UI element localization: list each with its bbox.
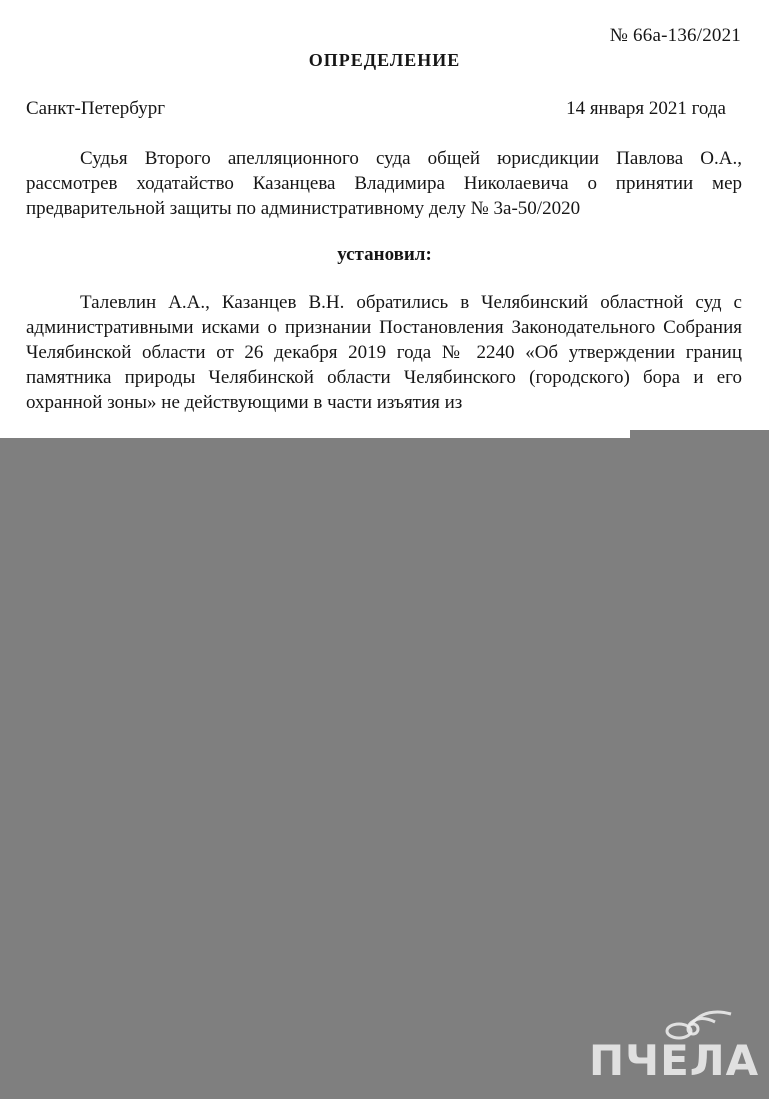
watermark-text: ПЧЕЛА [589, 1036, 760, 1085]
document-date: 14 января 2021 года [566, 98, 726, 119]
document-number: № 66а-136/2021 [609, 25, 741, 46]
gray-overlay-edge [630, 430, 769, 439]
intro-paragraph: Судья Второго апелляционного суда общей юрисдикции Павлова О.А., рассмотрев ходатайство Казанцева Владимира Николаевича о принятии мер предварительной защиты по административному делу № 3а-50/2020 [26, 148, 742, 219]
watermark-logo [583, 1007, 760, 1085]
document-title: ОПРЕДЕЛЕНИЕ [308, 50, 461, 70]
document-page [0, 0, 769, 438]
body-paragraph: Талевлин А.А., Казанцев В.Н. обратились в Челябинский областной суд с административными исками о признании Постановления Законодательного Собрания Челябинской области от 26 декабря 2019 года № 2240 «Об утверждении границ памятника природы Челябинской области Челябинского (городского) бора и его охранной зоны» не действующими в части изъятия из [26, 292, 742, 413]
section-heading: установил: [337, 244, 432, 265]
document-city: Санкт-Петербург [26, 98, 166, 119]
